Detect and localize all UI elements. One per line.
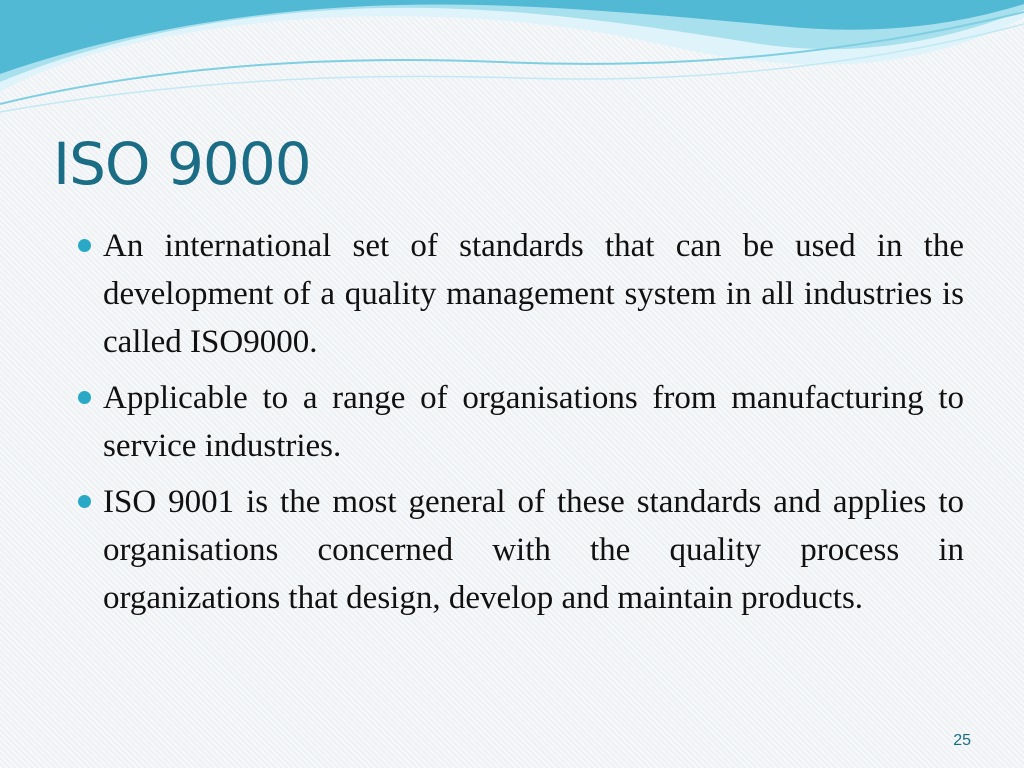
bullet-text: ISO 9001 is the most general of these standards and applies to organisations concerned with the quality process in organizations that design, develop and maintain products.: [103, 484, 964, 616]
bullet-point-icon: [78, 391, 91, 404]
bullet-text: An international set of standards that can be used in the development of a quality management system in all industries is called ISO9000.: [103, 228, 964, 360]
bullet-item: [76, 374, 964, 470]
bullet-point-icon: [78, 239, 91, 252]
bullet-list: [76, 222, 964, 630]
page-number: 25: [953, 732, 971, 749]
header-wave-decoration: [0, 0, 1024, 130]
bullet-item: [76, 222, 964, 366]
bullet-point-icon: [78, 495, 91, 508]
slide-title: ISO 9000: [53, 130, 311, 198]
bullet-text: Applicable to a range of organisations from manufacturing to service industries.: [103, 380, 964, 464]
bullet-item: [76, 478, 964, 622]
